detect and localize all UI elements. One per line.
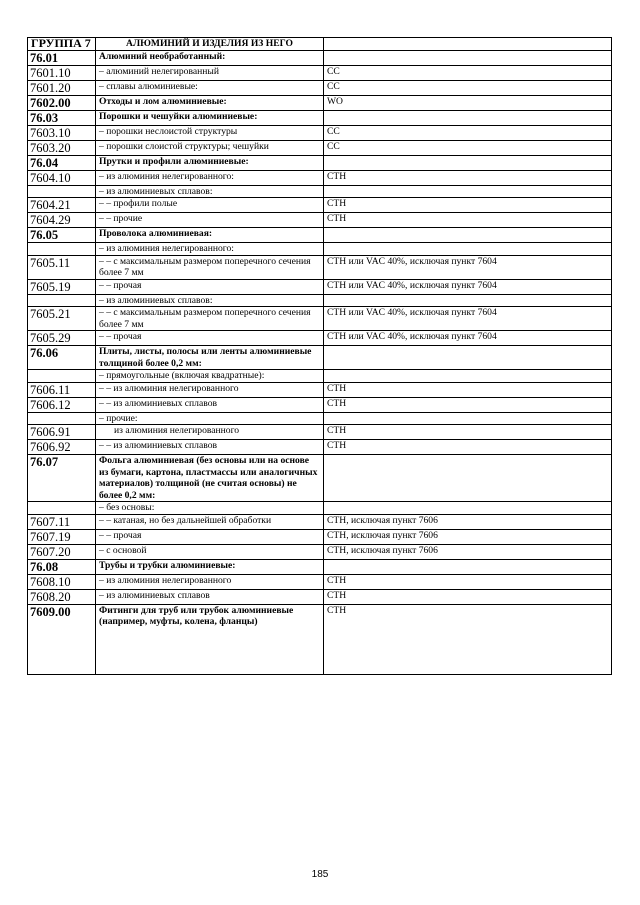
description-cell: – – из алюминия нелегированного <box>96 382 324 397</box>
table-row <box>28 213 612 228</box>
description-cell: – без основы: <box>96 502 324 515</box>
tariff-code-cell: 7605.19 <box>28 279 96 294</box>
tariff-code-cell: 7601.20 <box>28 80 96 95</box>
group-title: АЛЮМИНИЙ И ИЗДЕЛИЯ ИЗ НЕГО <box>96 38 324 51</box>
origin-rule-cell: СТН <box>324 170 612 185</box>
description-cell: – – с максимальным размером поперечного сечения более 7 мм <box>96 255 324 279</box>
tariff-code-cell <box>28 502 96 515</box>
description-cell: Трубы и трубки алюминиевые: <box>96 559 324 574</box>
tariff-code-cell: 76.04 <box>28 155 96 170</box>
tariff-code-cell: 7605.29 <box>28 331 96 346</box>
description-cell: – из алюминия нелегированного: <box>96 170 324 185</box>
description-cell: – – с максимальным размером поперечного сечения более 7 мм <box>96 307 324 331</box>
description-cell: Проволока алюминиевая: <box>96 228 324 243</box>
origin-rule-cell <box>324 455 612 502</box>
description-cell: Порошки и чешуйки алюминиевые: <box>96 110 324 125</box>
table-row <box>28 279 612 294</box>
tariff-code-cell: 7604.10 <box>28 170 96 185</box>
description-cell: – порошки неслоистой структуры <box>96 125 324 140</box>
page-number: 185 <box>311 869 329 880</box>
origin-rule-cell: СТН или VAC 40%, исключая пункт 7604 <box>324 279 612 294</box>
tariff-code-cell: 7604.21 <box>28 198 96 213</box>
origin-rule-cell <box>324 50 612 65</box>
table-row <box>28 155 612 170</box>
table-row <box>28 95 612 110</box>
tariff-code-cell <box>28 185 96 198</box>
tariff-code-cell: 7601.10 <box>28 65 96 80</box>
table-row <box>28 198 612 213</box>
origin-rule-cell <box>324 294 612 307</box>
origin-rule-cell <box>324 228 612 243</box>
description-cell: – – прочая <box>96 529 324 544</box>
origin-rule-cell: CC <box>324 140 612 155</box>
tariff-code-cell: 7605.21 <box>28 307 96 331</box>
origin-rule-cell <box>324 370 612 383</box>
origin-rule-cell: СТН <box>324 213 612 228</box>
origin-rule-cell <box>324 185 612 198</box>
description-cell: – прямоугольные (включая квадратные): <box>96 370 324 383</box>
description-cell: Плиты, листы, полосы или ленты алюминиевые толщиной более 0,2 мм: <box>96 346 324 370</box>
origin-rule-cell: СТН, исключая пункт 7606 <box>324 529 612 544</box>
table-row <box>28 125 612 140</box>
header-rule-cell <box>324 38 612 51</box>
table-row <box>28 140 612 155</box>
origin-rule-cell: СТН, исключая пункт 7606 <box>324 514 612 529</box>
tariff-code-cell: 7607.19 <box>28 529 96 544</box>
description-cell: – – из алюминиевых сплавов <box>96 440 324 455</box>
origin-rule-cell: СТН, исключая пункт 7606 <box>324 544 612 559</box>
tariff-code-cell: 7607.20 <box>28 544 96 559</box>
description-cell: – прочие: <box>96 412 324 425</box>
origin-rule-cell: СТН <box>324 604 612 674</box>
table-row <box>28 544 612 559</box>
table-row <box>28 440 612 455</box>
origin-rule-cell: СТН <box>324 574 612 589</box>
table-row <box>28 529 612 544</box>
tariff-code-cell: 76.07 <box>28 455 96 502</box>
tariff-code-cell <box>28 370 96 383</box>
origin-rule-cell <box>324 243 612 256</box>
origin-rule-cell: СТН или VAC 40%, исключая пункт 7604 <box>324 255 612 279</box>
table-row <box>28 50 612 65</box>
table-row <box>28 243 612 256</box>
tariff-code-cell: 7603.10 <box>28 125 96 140</box>
description-cell: – с основой <box>96 544 324 559</box>
tariff-code-cell: 76.06 <box>28 346 96 370</box>
origin-rule-cell: СТН <box>324 589 612 604</box>
description-cell: – – катаная, но без дальнейшей обработки <box>96 514 324 529</box>
rules-table <box>27 37 612 675</box>
tariff-code-cell <box>28 294 96 307</box>
tariff-code-cell: 76.08 <box>28 559 96 574</box>
origin-rule-cell <box>324 110 612 125</box>
table-row <box>28 294 612 307</box>
description-cell: – – профили полые <box>96 198 324 213</box>
table-row <box>28 412 612 425</box>
table-row <box>28 502 612 515</box>
description-cell: – порошки слоистой структуры; чешуйки <box>96 140 324 155</box>
tariff-code-cell: 7606.91 <box>28 425 96 440</box>
table-row <box>28 559 612 574</box>
description-cell: – – из алюминиевых сплавов <box>96 397 324 412</box>
table-row <box>28 397 612 412</box>
origin-rule-cell: СТН <box>324 425 612 440</box>
tariff-code-cell: 7608.10 <box>28 574 96 589</box>
origin-rule-cell: WO <box>324 95 612 110</box>
tariff-code-cell: 7602.00 <box>28 95 96 110</box>
table-row <box>28 170 612 185</box>
table-row <box>28 382 612 397</box>
tariff-code-cell: 76.03 <box>28 110 96 125</box>
description-cell: – – прочие <box>96 213 324 228</box>
table-row <box>28 110 612 125</box>
table-row <box>28 185 612 198</box>
tariff-code-cell: 7605.11 <box>28 255 96 279</box>
origin-rule-cell <box>324 559 612 574</box>
description-cell: Отходы и лом алюминиевые: <box>96 95 324 110</box>
table-row <box>28 589 612 604</box>
description-cell: – из алюминиевых сплавов: <box>96 294 324 307</box>
origin-rule-cell <box>324 412 612 425</box>
table-row <box>28 574 612 589</box>
origin-rule-cell <box>324 502 612 515</box>
origin-rule-cell: СТН <box>324 382 612 397</box>
tariff-code-cell: 7606.92 <box>28 440 96 455</box>
description-cell: Алюминий необработанный: <box>96 50 324 65</box>
table-row <box>28 228 612 243</box>
tariff-code-cell <box>28 412 96 425</box>
table-row <box>28 455 612 502</box>
origin-rule-cell <box>324 155 612 170</box>
table-row <box>28 331 612 346</box>
tariff-code-cell: 7609.00 <box>28 604 96 674</box>
tariff-code-cell: 7604.29 <box>28 213 96 228</box>
origin-rule-cell: СТН или VAC 40%, исключая пункт 7604 <box>324 307 612 331</box>
table-row <box>28 346 612 370</box>
table-header-row <box>28 38 612 51</box>
origin-rule-cell <box>324 346 612 370</box>
rules-table-body <box>28 38 612 675</box>
description-cell: – алюминий нелегированный <box>96 65 324 80</box>
description-cell: – – прочая <box>96 279 324 294</box>
description-cell: – – прочая <box>96 331 324 346</box>
tariff-code-cell: 7606.11 <box>28 382 96 397</box>
table-row <box>28 370 612 383</box>
group-label: ГРУППА 7 <box>28 38 96 51</box>
description-cell: – сплавы алюминиевые: <box>96 80 324 95</box>
table-row <box>28 425 612 440</box>
tariff-code-cell <box>28 243 96 256</box>
table-row <box>28 80 612 95</box>
table-row <box>28 514 612 529</box>
table-row <box>28 255 612 279</box>
table-row <box>28 307 612 331</box>
description-cell: Фольга алюминиевая (без основы или на основе из бумаги, картона, пластмассы или аналогичных материалов) толщиной (не считая основы) не более 0,2 мм: <box>96 455 324 502</box>
description-cell: из алюминия нелегированного <box>96 425 324 440</box>
description-cell: – из алюминиевых сплавов: <box>96 185 324 198</box>
origin-rule-cell: CC <box>324 125 612 140</box>
description-cell: Прутки и профили алюминиевые: <box>96 155 324 170</box>
description-cell: – из алюминия нелегированного: <box>96 243 324 256</box>
tariff-code-cell: 7603.20 <box>28 140 96 155</box>
description-cell: – из алюминиевых сплавов <box>96 589 324 604</box>
description-cell: – из алюминия нелегированного <box>96 574 324 589</box>
tariff-code-cell: 76.05 <box>28 228 96 243</box>
tariff-code-cell: 7606.12 <box>28 397 96 412</box>
tariff-code-cell: 76.01 <box>28 50 96 65</box>
description-cell: Фитинги для труб или трубок алюминиевые (например, муфты, колена, фланцы) <box>96 604 324 674</box>
table-row <box>28 65 612 80</box>
table-row <box>28 604 612 674</box>
tariff-code-cell: 7607.11 <box>28 514 96 529</box>
origin-rule-cell: CC <box>324 80 612 95</box>
origin-rule-cell: СТН <box>324 198 612 213</box>
origin-rule-cell: СТН <box>324 440 612 455</box>
origin-rule-cell: СТН или VAC 40%, исключая пункт 7604 <box>324 331 612 346</box>
tariff-code-cell: 7608.20 <box>28 589 96 604</box>
origin-rule-cell: СТН <box>324 397 612 412</box>
origin-rule-cell: CC <box>324 65 612 80</box>
